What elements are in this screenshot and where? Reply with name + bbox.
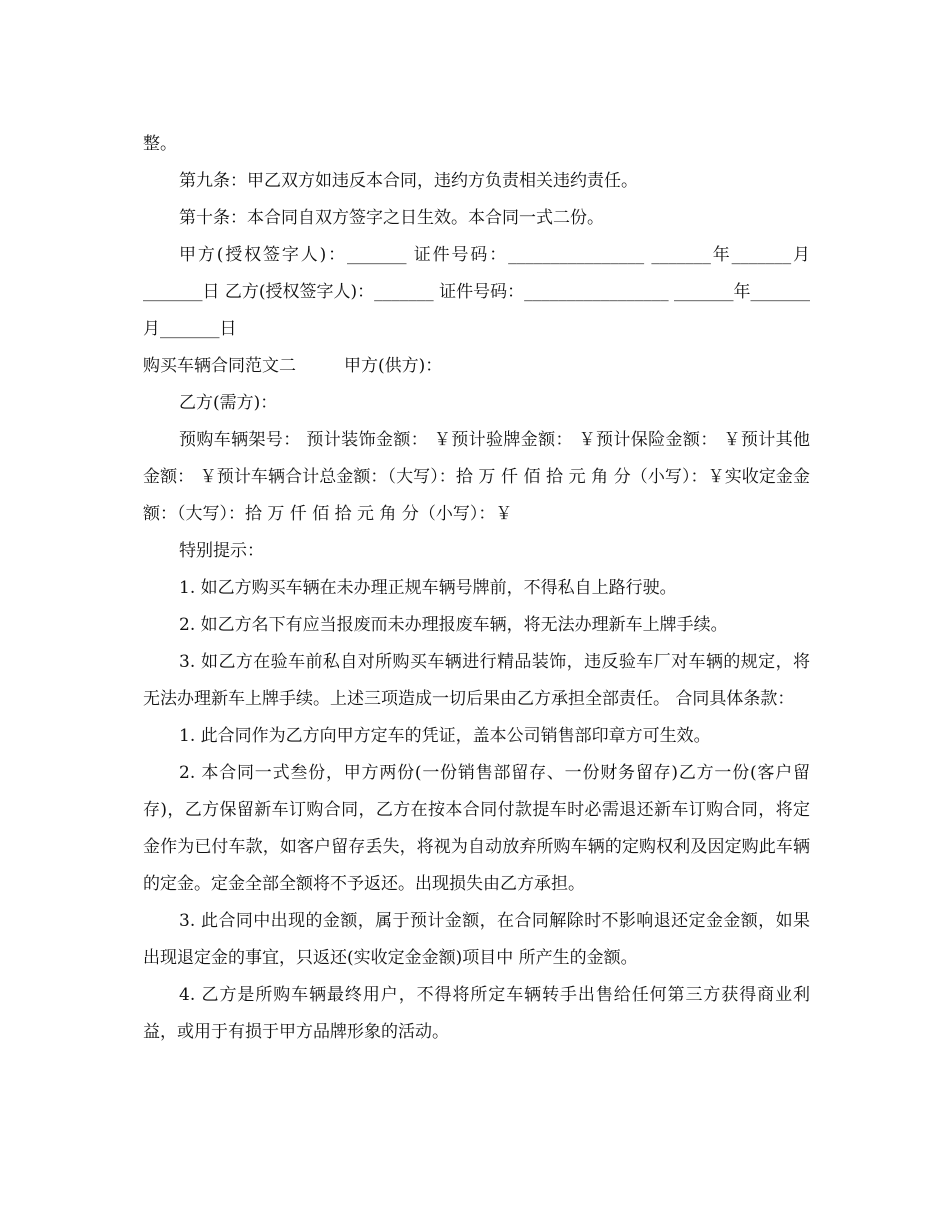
clause-2: 2. 本合同一式叁份，甲方两份(一份销售部留存、一份财务留存)乙方一份(客户留存)，乙方保留新车订购合同，乙方在按本合同付款提车时必需退还新车订购合同，将定金作为已付车款，如客户留存丢失，将视为自动放弃所购车辆的定购权利及因定购此车辆的定金。定金全部全额将不予返还。出现损失由乙方承担。 — [143, 763, 810, 894]
party-a-supplier: 甲方(供方)： — [344, 356, 443, 376]
party-b-buyer: 乙方(需方)： — [179, 393, 278, 413]
signature-block: 甲方(授权签字人)：_______ 证件号码：________________ _______年_______月_______日 乙方(授权签字人)：_______ 证件号码：_________________ _______年_______月_______日 — [143, 245, 810, 339]
notice-item-2: 2. 如乙方名下有应当报废而未办理报废车辆，将无法办理新车上牌手续。 — [179, 615, 728, 635]
notice-item-3: 3. 如乙方在验车前私自对所购买车辆进行精品装饰，违反验车厂对车辆的规定，将无法办理新车上牌手续。上述三项造成一切后果由乙方承担全部责任。 合同具体条款： — [143, 652, 810, 709]
article-nine: 第九条：甲乙双方如违反本合同，违约方负责相关违约责任。 — [179, 171, 638, 191]
notice-item-1: 1. 如乙方购买车辆在未办理正规车辆号牌前，不得私自上路行驶。 — [179, 578, 677, 598]
clause-1: 1. 此合同作为乙方向甲方定车的凭证，盖本公司销售部印章方可生效。 — [179, 726, 711, 746]
document-body — [143, 126, 810, 1051]
paragraph-continuation: 整。 — [143, 134, 177, 154]
clause-4: 4. 乙方是所购车辆最终用户，不得将所定车辆转手出售给任何第三方获得商业利益，或用于有损于甲方品牌形象的活动。 — [143, 985, 810, 1042]
section-heading: 购买车辆合同范文二 — [143, 356, 296, 376]
section-heading-line — [143, 348, 810, 385]
article-ten: 第十条：本合同自双方签字之日生效。本合同一式二份。 — [179, 208, 604, 228]
clause-3: 3. 此合同中出现的金额，属于预计金额，在合同解除时不影响退还定金金额，如果出现退定金的事宜，只返还(实收定金金额)项目中 所产生的金额。 — [143, 911, 810, 968]
amount-fields: 预购车辆架号： 预计装饰金额： ￥预计验牌金额： ￥预计保险金额： ￥预计其他金额： ￥预计车辆合计总金额：（大写）：拾 万 仟 佰 拾 元 角 分（小写）：￥实收定金金额：（大写）：拾 万 仟 佰 拾 元 角 分（小写）：￥ — [143, 430, 810, 524]
special-notice-heading: 特别提示： — [179, 541, 264, 561]
